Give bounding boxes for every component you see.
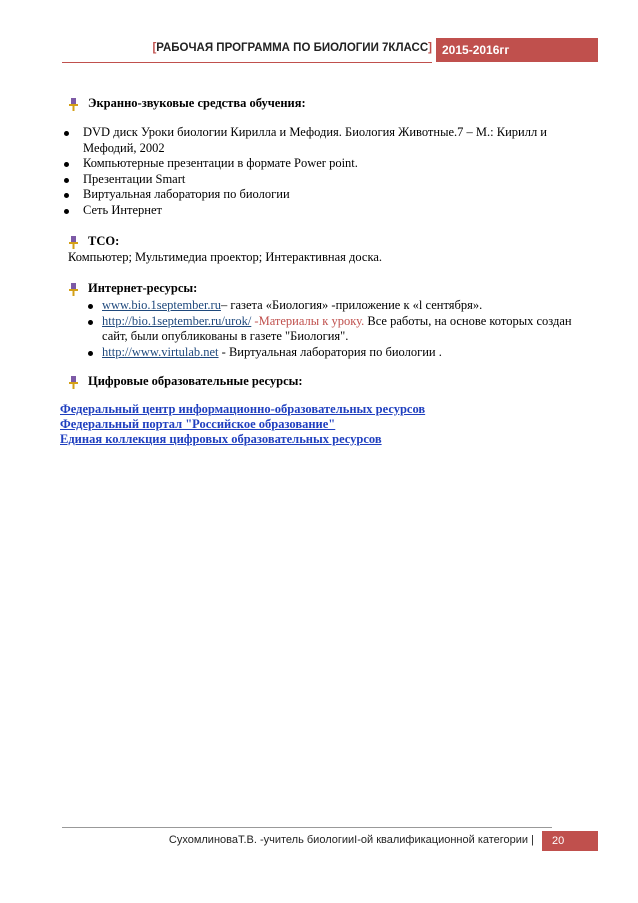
list-item: [86, 345, 582, 361]
header-year: 2015-2016гг: [434, 38, 598, 62]
digital-heading-text: Цифровые образовательные ресурсы:: [88, 374, 303, 388]
pushpin-icon: [66, 375, 80, 389]
list-item: Компьютерные презентации в формате Power point.: [62, 156, 582, 172]
tso-text: Компьютер; Мультимедиа проектор; Интерактивная доска.: [68, 250, 383, 264]
bio-link[interactable]: www.bio.1september.ru: [102, 298, 221, 312]
internet-list: [86, 298, 582, 360]
av-heading-text: Экранно-звуковые средства обучения:: [88, 96, 306, 110]
page-content: [62, 96, 582, 447]
list-item: Виртуальная лаборатория по биологии: [62, 187, 582, 203]
header-title-text: РАБОЧАЯ ПРОГРАММА ПО БИОЛОГИИ 7КЛАСС: [156, 42, 429, 54]
federal-center-link[interactable]: Федеральный центр информационно-образовательных ресурсов: [60, 402, 426, 416]
virtulab-link[interactable]: http://www.virtulab.net: [102, 344, 219, 359]
urok-red-text: -Материалы к уроку.: [254, 313, 365, 328]
digital-links: [60, 402, 582, 447]
tso-heading-text: ТСО:: [88, 234, 120, 248]
bio-link-desc: – газета «Биология» -приложение к «l сентября».: [220, 298, 483, 312]
list-item: Сеть Интернет: [62, 203, 582, 219]
bracket-open: [: [152, 42, 157, 54]
footer-author: СухомлиноваТ.В. -учитель биологииI-ой квалификационной категории |: [168, 834, 534, 846]
pushpin-icon: [66, 97, 80, 111]
virtulab-desc: - Виртуальная лаборатория по биологии .: [218, 344, 442, 359]
list-item: DVD диск Уроки биологии Кирилла и Мефодия. Биология Животные.7 – М.: Кирилл и Мефодий, 2002: [62, 125, 582, 156]
urok-link[interactable]: http://bio.1september.ru/urok/: [102, 313, 252, 328]
list-item: [86, 298, 582, 314]
digital-collection-link[interactable]: Единая коллекция цифровых образовательных ресурсов: [60, 432, 382, 446]
russian-education-portal-link[interactable]: Федеральный портал "Российское образование": [60, 417, 336, 431]
footer-rule: [62, 827, 552, 828]
bracket-close: ]: [428, 42, 432, 54]
header-rule: [62, 62, 432, 63]
header-title: [152, 42, 432, 54]
urok-desc: Все работы, на основе которых создан сайт, были опубликованы в газете "Биология".: [102, 313, 572, 343]
av-heading: [66, 96, 582, 111]
list-item: [86, 314, 582, 345]
internet-heading-text: Интернет-ресурсы:: [88, 281, 198, 295]
page-number: 20: [540, 831, 598, 851]
internet-heading: [66, 281, 582, 296]
pushpin-icon: [66, 235, 80, 249]
pushpin-icon: [66, 282, 80, 296]
list-item: Презентации Smart: [62, 172, 582, 188]
digital-heading: [66, 374, 582, 389]
tso-heading: [66, 234, 582, 249]
page-footer: [0, 831, 638, 851]
av-list: [62, 125, 582, 218]
page-header: [0, 38, 638, 62]
